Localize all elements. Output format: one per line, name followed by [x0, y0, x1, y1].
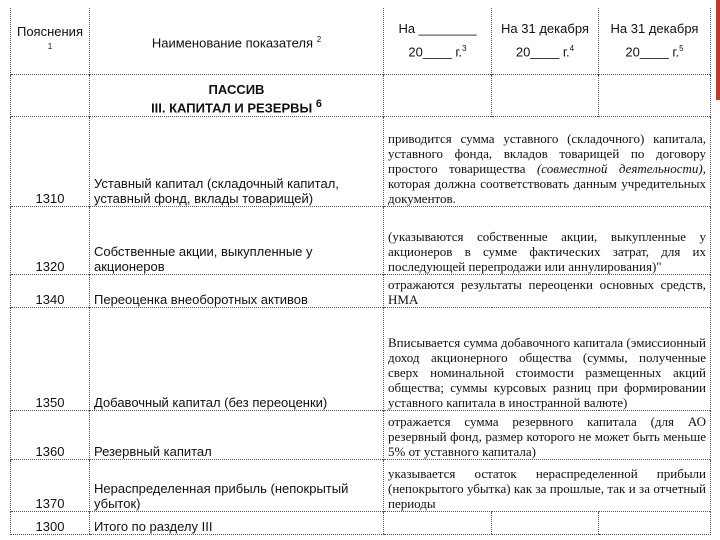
row-explanation: отражается сумма резервного капитала (для АО резервный фонд, размер которого не может быть меньше 5% от уставного капитала)	[384, 410, 711, 459]
row-code: 1370	[11, 459, 90, 511]
row-explanation: отражаются результаты переоценки основных средств, НМА	[384, 274, 711, 307]
row-code: 1360	[11, 410, 90, 459]
row-explanation: Вписывается сумма добавочного капитала (эмиссионный доход акционерного общества (суммы, полученные сверх номинальной стоимости размещенных акций общества; суммы курсовых разниц при формировании уставного капитала в иностранной валюте)	[384, 307, 711, 410]
section-row	[11, 74, 711, 116]
row-name: Добавочный капитал (без переоценки)	[90, 307, 384, 410]
table-row-total	[11, 511, 711, 534]
header-period-3: На 31 декабря 20____ г.$^5$	[599, 8, 711, 74]
row-name: Уставный капитал (складочный капитал, уставный фонд, вклады товарищей)	[90, 116, 384, 206]
table-row	[11, 459, 711, 511]
header-period-2: На 31 декабря 20____ г.$^4$	[492, 8, 599, 74]
section-p3-cell	[599, 74, 711, 116]
section-subtitle: III. КАПИТАЛ И РЕЗЕРВЫ $^6$	[151, 98, 322, 116]
section-title: ПАССИВ	[208, 82, 265, 98]
total-p1-cell	[384, 511, 492, 534]
row-code: 1320	[11, 206, 90, 274]
balance-table	[10, 8, 711, 535]
row-code: 1340	[11, 274, 90, 307]
row-name: Переоценка внеоборотных активов	[90, 274, 384, 307]
header-notes: Пояснения $^1$	[11, 8, 90, 74]
accent-bar	[716, 0, 720, 100]
table-row	[11, 274, 711, 307]
row-code: 1300	[11, 511, 90, 534]
row-explanation: приводится сумма уставного (складочного) капитала, уставного фонда, вкладов товарищей по договору простого товарищества (совместной деятельности), которая должна соответствовать данным учредительных документов.	[384, 116, 711, 206]
row-explanation: (указываются собственные акции, выкупленные у акционеров в сумме фактических затрат, для их последующей перепродажи или аннулирования)"	[384, 206, 711, 274]
table-row	[11, 410, 711, 459]
row-explanation: указывается остаток нераспределенной прибыли (непокрытого убытка) как за прошлые, так и за отчетный периоды	[384, 459, 711, 511]
header-indicator-name: Наименование показателя $^2$	[90, 8, 384, 74]
row-name: Итого по разделу III	[90, 511, 384, 534]
header-period-1: На ________ 20____ г.$^3$	[384, 8, 492, 74]
section-empty-cell	[11, 74, 90, 116]
table-header-row	[11, 8, 711, 74]
section-p1-cell	[384, 74, 492, 116]
section-title-cell	[90, 74, 384, 116]
table-row	[11, 206, 711, 274]
row-code: 1350	[11, 307, 90, 410]
total-p2-cell	[492, 511, 599, 534]
table-row	[11, 116, 711, 206]
row-name: Нераспределенная прибыль (непокрытый убыток)	[90, 459, 384, 511]
row-code: 1310	[11, 116, 90, 206]
table-row	[11, 307, 711, 410]
section-p2-cell	[492, 74, 599, 116]
total-p3-cell	[599, 511, 711, 534]
row-name: Собственные акции, выкупленные у акционеров	[90, 206, 384, 274]
row-name: Резервный капитал	[90, 410, 384, 459]
